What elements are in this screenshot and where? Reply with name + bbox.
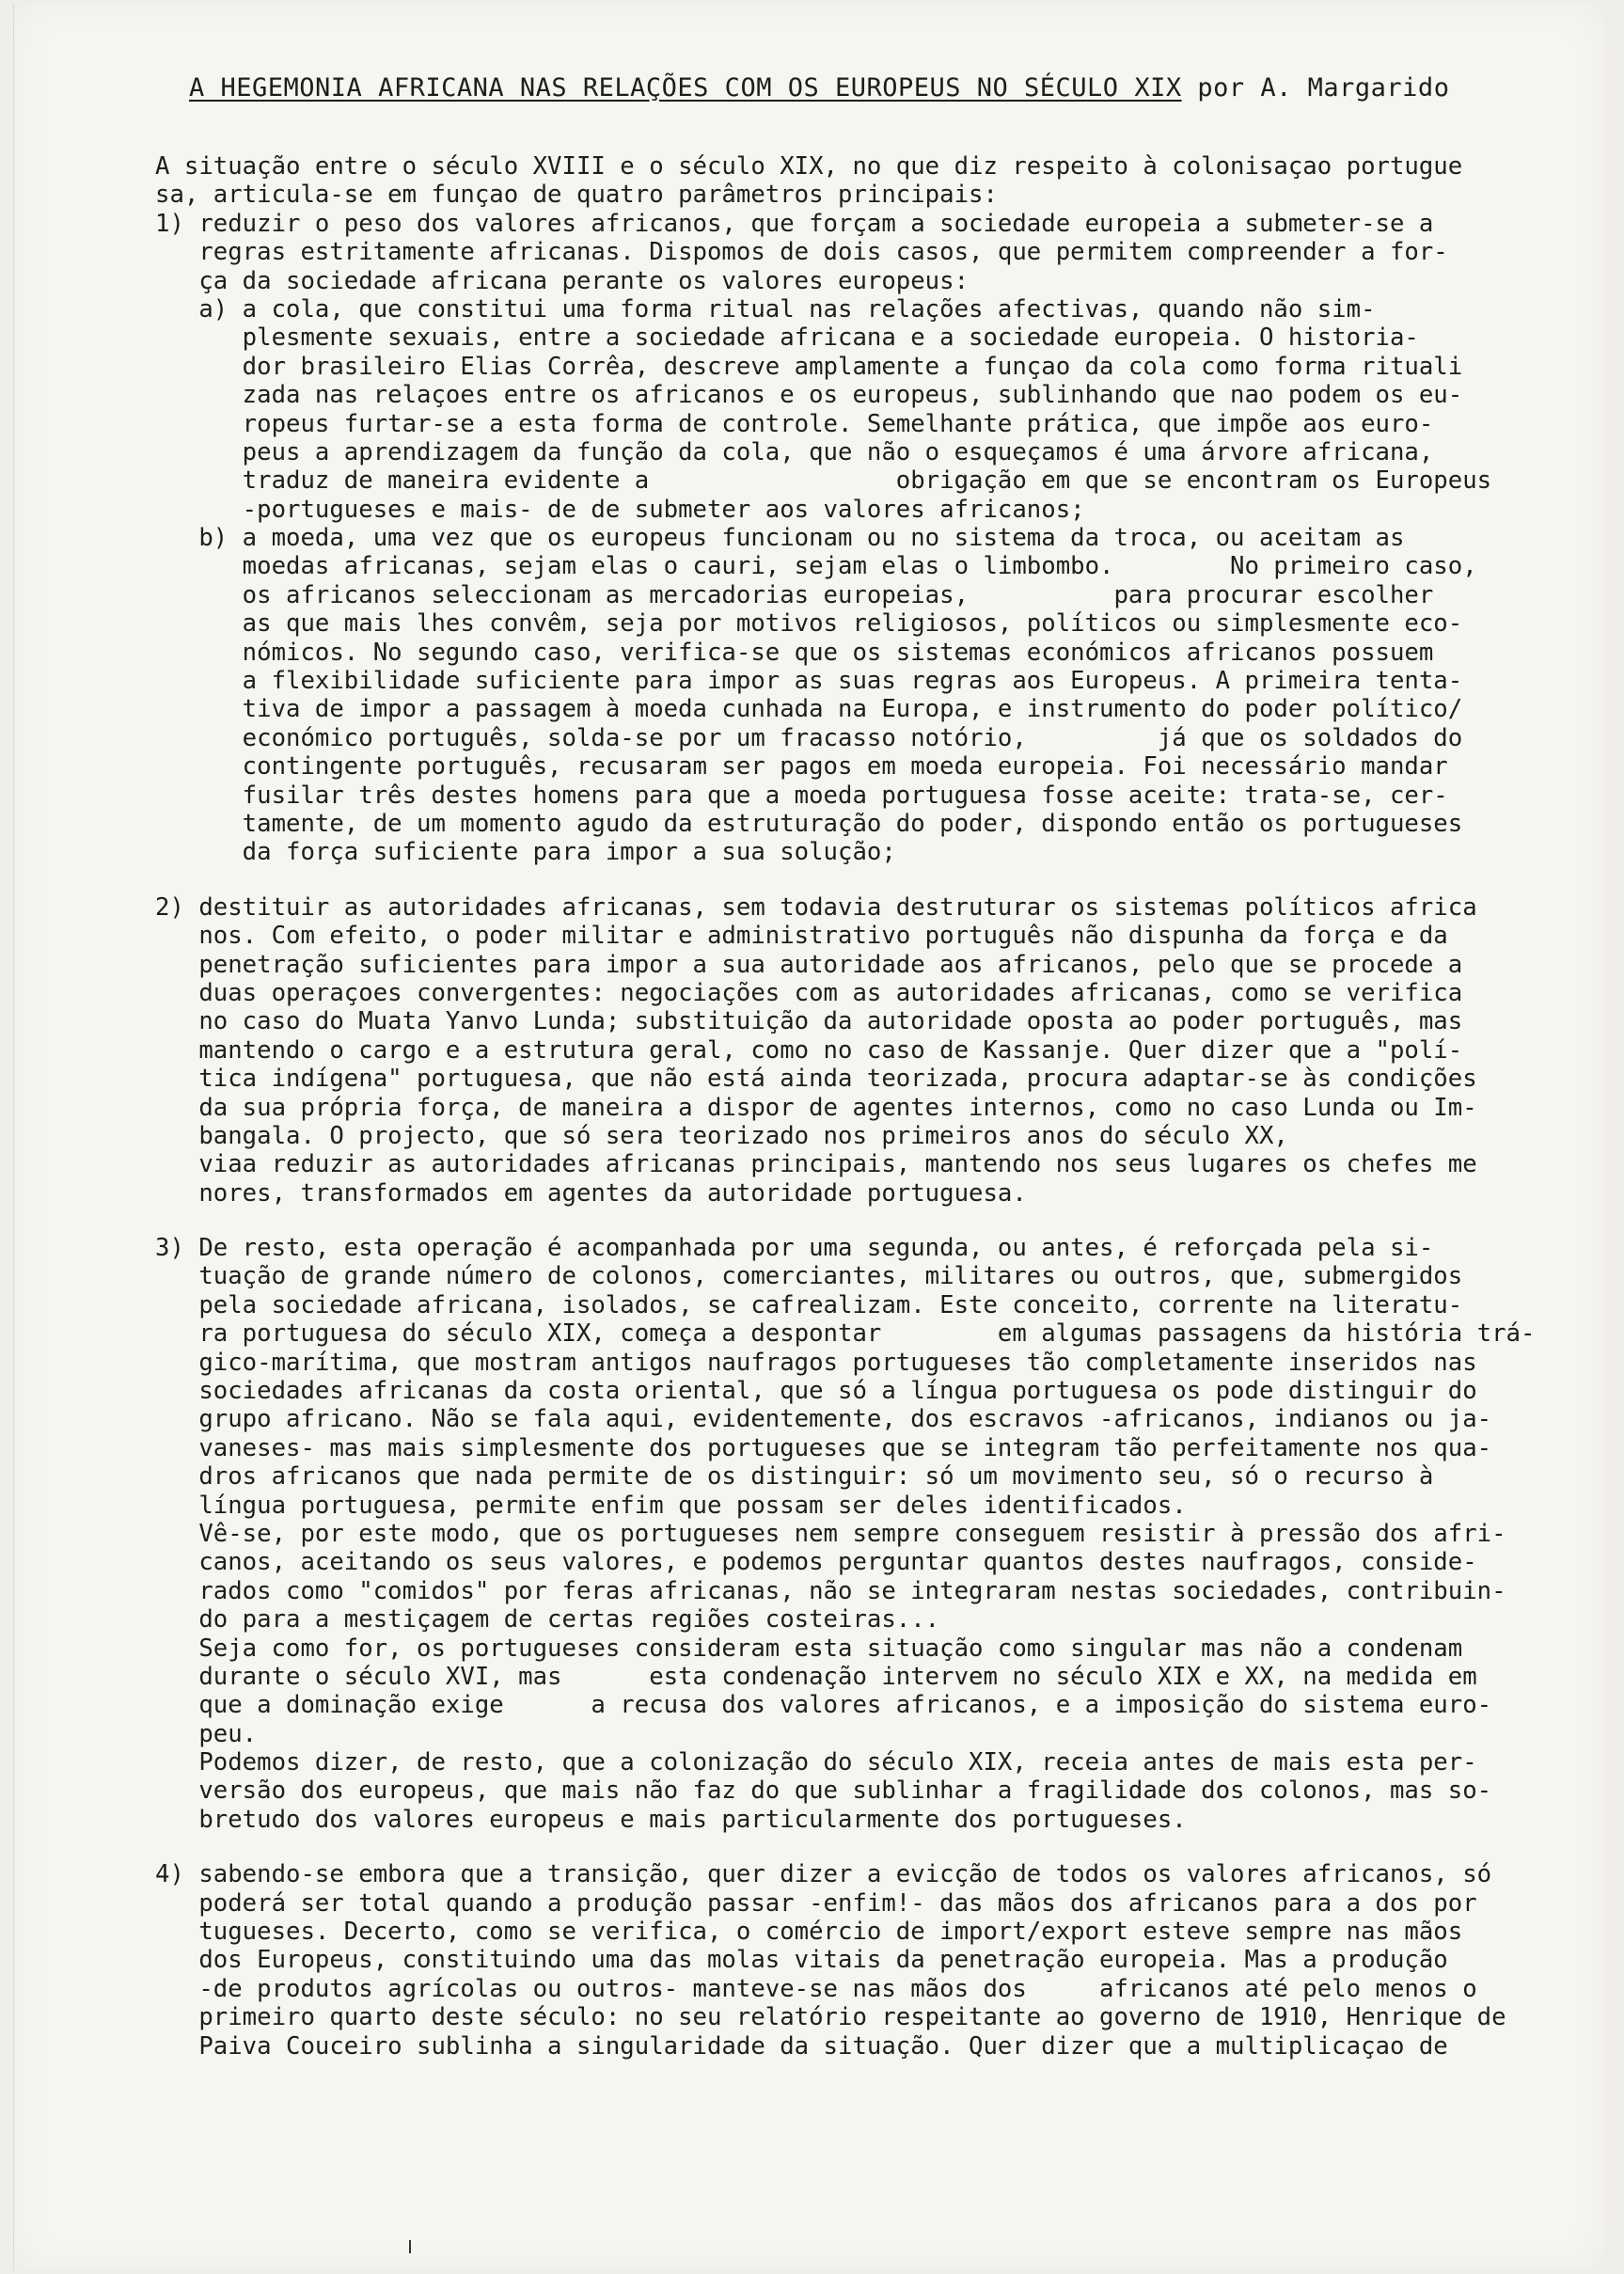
text-line: plesmente sexuais, entre a sociedade africana e a sociedade europeia. O historia-: [155, 324, 1419, 353]
text-line: grupo africano. Não se fala aqui, evidentemente, dos escravos -africanos, indianos ou ja-: [155, 1405, 1492, 1434]
text-line: tugueses. Decerto, como se verifica, o comércio de import/export esteve sempre nas mãos: [155, 1918, 1463, 1947]
document-body: [155, 152, 1585, 2061]
document-author: por A. Margarido: [1197, 73, 1450, 103]
text-line: a flexibilidade suficiente para impor as suas regras aos Europeus. A primeira tenta-: [155, 667, 1463, 696]
text-line: da força suficiente para impor a sua solução;: [155, 838, 896, 867]
text-line: Podemos dizer, de resto, que a colonização do século XIX, receia antes de mais esta per-: [155, 1748, 1477, 1777]
text-line: tuação de grande número de colonos, comerciantes, militares ou outros, que, submergidos: [155, 1262, 1463, 1291]
text-line: moedas africanas, sejam elas o cauri, sejam elas o limbombo. No primeiro caso,: [155, 552, 1477, 581]
text-line: língua portuguesa, permite enfim que possam ser deles identificados.: [155, 1491, 1187, 1520]
text-line: primeiro quarto deste século: no seu relatório respeitante ao governo de 1910, Henrique de: [155, 2003, 1506, 2032]
text-line: bangala. O projecto, que só sera teorizado nos primeiros anos do século XX,: [155, 1121, 1434, 1150]
text-line: no caso do Muata Yanvo Lunda; substituição da autoridade oposta ao poder português, mas: [155, 1007, 1463, 1036]
text-line: da sua própria força, de maneira a dispor de agentes internos, como no caso Lunda ou Im-: [155, 1093, 1477, 1122]
text-line: duas operaçoes convergentes: negociações com as autoridades africanas, como se verifica: [155, 978, 1463, 1007]
text-line: vaneses- mas mais simplesmente dos portugueses que se integram tão perfeitamente nos qua-: [155, 1433, 1492, 1462]
text-line: A situação entre o século XVIII e o século XIX, no que diz respeito à colonisaçao portugue: [155, 152, 1463, 181]
text-line: Vê-se, por este modo, que os portugueses nem sempre conseguem resistir à pressão dos afri-: [155, 1519, 1506, 1548]
section-1: [155, 210, 1585, 867]
section-2: [155, 893, 1585, 1208]
text-line: -portugueses e mais- de de submeter aos valores africanos;: [155, 495, 1085, 524]
text-line: contingente português, recusaram ser pagos em moeda europeia. Foi necessário mandar: [155, 752, 1448, 782]
text-line: zada nas relaçoes entre os africanos e os europeus, sublinhando que nao podem os eu-: [155, 381, 1463, 410]
text-line: económico português, solda-se por um fracasso notório, já que os soldados do: [155, 723, 1463, 752]
text-line: gico-marítima, que mostram antigos naufragos portugueses tão completamente inseridos nas: [155, 1348, 1477, 1377]
text-line: ra portuguesa do século XIX, começa a despontar em algumas passagens da história trá-: [155, 1319, 1536, 1349]
text-line: regras estritamente africanas. Dispomos de dois casos, que permitem compreender a for-: [155, 238, 1448, 267]
text-line: dos Europeus, constituindo uma das molas vitais da penetração europeia. Mas a produção: [155, 1946, 1448, 1975]
section-4: [155, 1860, 1585, 2061]
text-line: -de produtos agrícolas ou outros- manteve-se nas mãos dos africanos até pelo menos o: [155, 1974, 1477, 2003]
section-3: [155, 1234, 1585, 1834]
text-line: viaa reduzir as autoridades africanas principais, mantendo nos seus lugares os chefes me: [155, 1150, 1477, 1179]
text-line: nos. Com efeito, o poder militar e administrativo português não dispunha da força e da: [155, 922, 1448, 951]
text-line: tamente, de um momento agudo da estruturação do poder, dispondo então os portugueses: [155, 809, 1463, 838]
text-line: peus a aprendizagem da função da cola, que não o esqueçamos é uma árvore africana,: [155, 437, 1434, 466]
text-line: versão dos europeus, que mais não faz do que sublinhar a fragilidade dos colonos, mas so-: [155, 1777, 1492, 1806]
text-line: peu.: [155, 1719, 258, 1748]
text-line: as que mais lhes convêm, seja por motivos religiosos, políticos ou simplesmente eco-: [155, 609, 1463, 639]
text-line: 3) De resto, esta operação é acompanhada por uma segunda, ou antes, é reforçada pela si-: [155, 1234, 1434, 1263]
text-line: mantendo o cargo e a estrutura geral, como no caso de Kassanje. Quer dizer que a "polí-: [155, 1035, 1463, 1065]
document-title: A HEGEMONIA AFRICANA NAS RELAÇÕES COM OS EUROPEUS NO SÉCULO XIX: [189, 73, 1182, 103]
text-line: bretudo dos valores europeus e mais particularmente dos portugueses.: [155, 1805, 1187, 1834]
text-line: ça da sociedade africana perante os valores europeus:: [155, 266, 970, 295]
text-line: poderá ser total quando a produção passar -enfim!- das mãos dos africanos para a dos por: [155, 1888, 1477, 1918]
text-line: tiva de impor a passagem à moeda cunhada na Europa, e instrumento do poder político/: [155, 695, 1463, 724]
text-line: dor brasileiro Elias Corrêa, descreve amplamente a funçao da cola como forma rituali: [155, 352, 1463, 381]
text-line: pela sociedade africana, isolados, se cafrealizam. Este conceito, corrente na literatu-: [155, 1290, 1463, 1319]
text-line: penetração suficientes para impor a sua autoridade aos africanos, pelo que se procede a: [155, 950, 1463, 979]
paragraph-gap: [155, 1834, 1585, 1860]
text-line: rados como "comidos" por feras africanas, não se integraram nestas sociedades, contribuin-: [155, 1576, 1506, 1605]
typewritten-sheet: [13, 4, 1603, 2270]
text-line: nómicos. No segundo caso, verifica-se que os sistemas económicos africanos possuem: [155, 638, 1434, 667]
intro-paragraph: [155, 152, 1585, 210]
text-line: fusilar três destes homens para que a moeda portuguesa fosse aceite: trata-se, cer-: [155, 781, 1448, 810]
text-line: durante o século XVI, mas esta condenação intervem no século XIX e XX, na medida em: [155, 1662, 1477, 1691]
text-line: os africanos seleccionam as mercadorias europeias, para procurar escolher: [155, 580, 1434, 609]
paragraph-gap: [155, 867, 1585, 893]
text-line: que a dominação exige a recusa dos valores africanos, e a imposição do sistema euro-: [155, 1691, 1492, 1720]
text-line: 4) sabendo-se embora que a transição, quer dizer a evicção de todos os valores africanos, só: [155, 1860, 1492, 1889]
text-line: canos, aceitando os seus valores, e podemos perguntar quantos destes naufragos, conside-: [155, 1548, 1477, 1577]
text-line: Seja como for, os portugueses consideram esta situação como singular mas não a condenam: [155, 1634, 1463, 1663]
document-heading: [189, 73, 1506, 103]
paragraph-gap: [155, 1208, 1585, 1234]
text-line: 1) reduzir o peso dos valores africanos, que forçam a sociedade europeia a submeter-se a: [155, 209, 1434, 238]
text-line: do para a mestiçagem de certas regiões costeiras...: [155, 1605, 940, 1634]
text-line: nores, transformados em agentes da autoridade portuguesa.: [155, 1178, 1027, 1208]
text-line: tica indígena" portuguesa, que não está ainda teorizada, procura adaptar-se às condições: [155, 1065, 1477, 1094]
text-line: a) a cola, que constitui uma forma ritual nas relações afectivas, quando não sim-: [155, 294, 1376, 324]
text-line: 2) destituir as autoridades africanas, sem todavia destruturar os sistemas políticos africa: [155, 892, 1477, 922]
text-line: dros africanos que nada permite de os distinguir: só um movimento seu, só o recurso à: [155, 1462, 1434, 1492]
pen-mark: [409, 2240, 411, 2253]
text-line: traduz de maneira evidente a obrigação em que se encontram os Europeus: [155, 466, 1492, 496]
text-line: sa, articula-se em funçao de quatro parâmetros principais:: [155, 181, 998, 210]
text-line: Paiva Couceiro sublinha a singularidade da situação. Quer dizer que a multiplicaçao de: [155, 2031, 1448, 2061]
text-line: sociedades africanas da costa oriental, que só a língua portuguesa os pode distinguir do: [155, 1377, 1477, 1406]
text-line: ropeus furtar-se a esta forma de controle. Semelhante prática, que impõe aos euro-: [155, 409, 1434, 438]
text-line: b) a moeda, uma vez que os europeus funcionam ou no sistema da troca, ou aceitam as: [155, 524, 1405, 553]
